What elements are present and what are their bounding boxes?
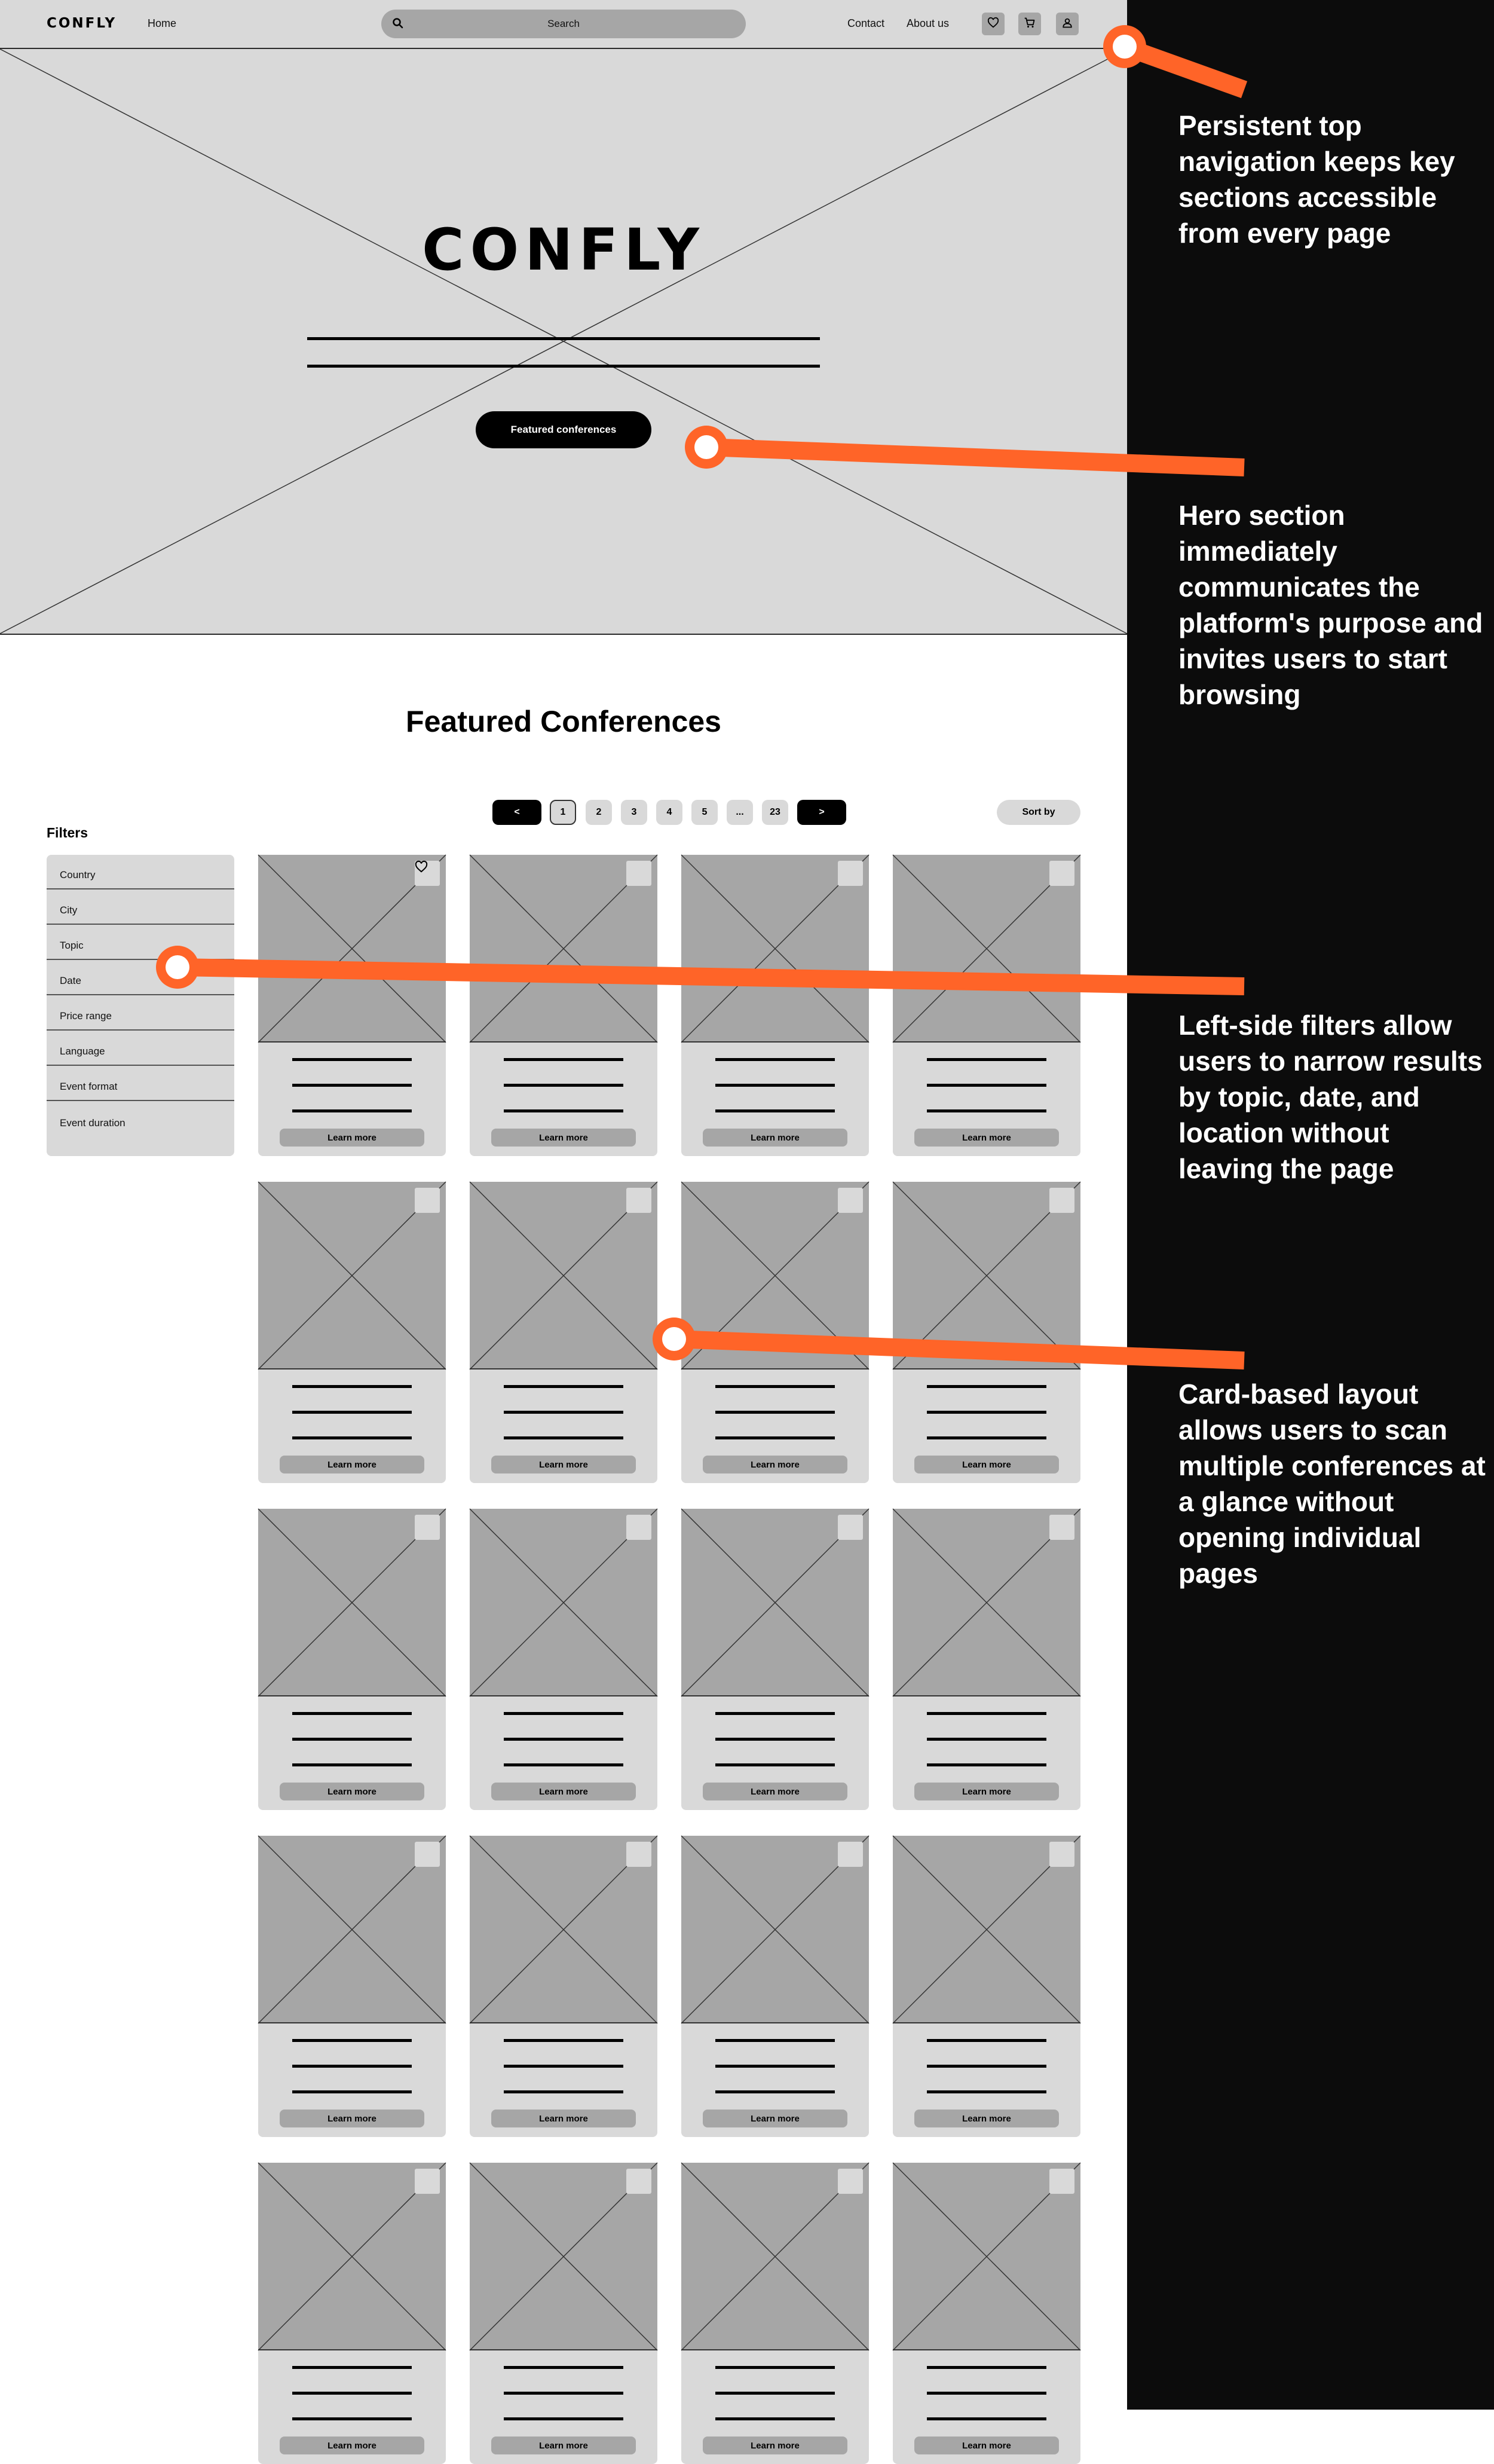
card-image-placeholder xyxy=(258,1509,446,1696)
card-text-line xyxy=(927,2090,1046,2093)
favorite-button[interactable] xyxy=(838,1515,863,1540)
conference-card[interactable] xyxy=(470,1836,657,2137)
top-navigation xyxy=(0,0,1127,49)
cart-icon xyxy=(1024,17,1036,32)
filter-event-duration[interactable]: Event duration xyxy=(60,1117,125,1129)
card-text-line xyxy=(715,1084,835,1087)
card-image-placeholder xyxy=(470,2163,657,2350)
favorite-button[interactable] xyxy=(838,861,863,886)
pagination-page[interactable]: 5 xyxy=(691,800,718,825)
favorite-button[interactable] xyxy=(626,1515,651,1540)
card-image-placeholder xyxy=(470,855,657,1043)
pagination-page[interactable]: 2 xyxy=(586,800,612,825)
filter-topic[interactable]: Topic xyxy=(47,925,234,960)
card-text-line xyxy=(292,1436,412,1439)
card-text-line xyxy=(927,1084,1046,1087)
card-image-placeholder xyxy=(893,2163,1080,2350)
search-input[interactable] xyxy=(381,10,746,38)
learn-more-button[interactable]: Learn more xyxy=(491,1783,636,1800)
card-image-placeholder xyxy=(893,855,1080,1043)
hero-section xyxy=(0,49,1127,635)
card-text-line xyxy=(504,2090,623,2093)
card-text-line xyxy=(715,2392,835,2395)
card-text-line xyxy=(927,2392,1046,2395)
card-text-line xyxy=(504,1712,623,1715)
conference-card[interactable] xyxy=(681,855,869,1156)
favorite-button[interactable] xyxy=(626,1842,651,1867)
conference-card[interactable] xyxy=(681,1509,869,1810)
learn-more-button[interactable]: Learn more xyxy=(491,1129,636,1147)
filter-event-format[interactable]: Event format xyxy=(47,1066,234,1101)
filter-language[interactable]: Language xyxy=(47,1031,234,1066)
conference-card[interactable] xyxy=(470,1182,657,1483)
hero-image-placeholder xyxy=(0,49,1127,634)
card-text-line xyxy=(927,1738,1046,1741)
card-image-placeholder xyxy=(258,2163,446,2350)
nav-about-link[interactable]: About us xyxy=(907,17,950,29)
card-image-placeholder xyxy=(470,1509,657,1696)
card-text-line xyxy=(927,1712,1046,1715)
favorite-button[interactable] xyxy=(1049,1515,1074,1540)
search-placeholder: Search xyxy=(547,18,580,29)
pagination-next-button[interactable]: > xyxy=(797,800,846,825)
card-text-line xyxy=(292,1712,412,1715)
favorite-button[interactable] xyxy=(1049,1188,1074,1213)
card-image-placeholder xyxy=(893,1509,1080,1696)
hero-text-line xyxy=(307,365,820,368)
card-text-line xyxy=(292,2366,412,2369)
card-text-line xyxy=(715,1058,835,1061)
card-image-placeholder xyxy=(681,2163,869,2350)
card-text-line xyxy=(292,2065,412,2068)
card-text-line xyxy=(927,1109,1046,1112)
hero-logo: CONFLY xyxy=(422,216,705,283)
favorite-button[interactable] xyxy=(626,1188,651,1213)
card-text-line xyxy=(504,1084,623,1087)
conference-card[interactable] xyxy=(258,855,446,1156)
card-text-line xyxy=(292,2392,412,2395)
conference-card[interactable] xyxy=(258,2163,446,2464)
card-text-line xyxy=(292,2417,412,2420)
card-image-placeholder xyxy=(470,1182,657,1369)
card-text-line xyxy=(927,2366,1046,2369)
learn-more-button[interactable]: Learn more xyxy=(280,2437,424,2454)
card-text-line xyxy=(715,2065,835,2068)
conference-card[interactable] xyxy=(893,855,1080,1156)
card-text-line xyxy=(927,1436,1046,1439)
card-text-line xyxy=(504,1058,623,1061)
conference-card[interactable] xyxy=(681,2163,869,2464)
card-image-placeholder xyxy=(893,1182,1080,1369)
sort-by-button[interactable]: Sort by xyxy=(997,800,1080,825)
conference-card[interactable] xyxy=(893,1509,1080,1810)
card-text-line xyxy=(715,2039,835,2042)
filter-date[interactable]: Date xyxy=(47,961,234,995)
learn-more-button[interactable]: Learn more xyxy=(914,2110,1059,2127)
card-text-line xyxy=(927,1411,1046,1414)
card-text-line xyxy=(504,2392,623,2395)
conference-card[interactable] xyxy=(258,1182,446,1483)
card-text-line xyxy=(292,1058,412,1061)
learn-more-button[interactable]: Learn more xyxy=(914,1129,1059,1147)
nav-home-link[interactable]: Home xyxy=(148,17,177,29)
section-title: Featured Conferences xyxy=(406,705,721,738)
learn-more-button[interactable]: Learn more xyxy=(491,1456,636,1473)
learn-more-button[interactable]: Learn more xyxy=(280,2110,424,2127)
favorite-button[interactable] xyxy=(838,1188,863,1213)
conference-card[interactable] xyxy=(470,855,657,1156)
favorite-button[interactable] xyxy=(626,861,651,886)
card-text-line xyxy=(927,2039,1046,2042)
favorite-button[interactable] xyxy=(1049,2169,1074,2194)
card-text-line xyxy=(715,1411,835,1414)
card-text-line xyxy=(292,1109,412,1112)
favorite-button[interactable] xyxy=(415,1842,440,1867)
pagination-page[interactable]: 4 xyxy=(656,800,682,825)
user-icon xyxy=(1062,17,1073,31)
conference-card[interactable] xyxy=(258,1509,446,1810)
card-image-placeholder xyxy=(893,1836,1080,2023)
annotation-filters: Left-side filters allow users to narrow results by topic, date, and location without leaving the page xyxy=(1178,1010,1483,1184)
learn-more-button[interactable]: Learn more xyxy=(914,2437,1059,2454)
card-text-line xyxy=(715,1763,835,1766)
wishlist-button[interactable] xyxy=(982,13,1005,35)
learn-more-button[interactable]: Learn more xyxy=(703,1456,847,1473)
card-text-line xyxy=(927,2417,1046,2420)
favorite-button[interactable] xyxy=(415,861,440,886)
conference-card[interactable] xyxy=(893,2163,1080,2464)
learn-more-button[interactable]: Learn more xyxy=(280,1456,424,1473)
annotation-cards: Card-based layout allows users to scan multiple conferences at a glance without opening individual pages xyxy=(1178,1378,1486,1589)
favorite-button[interactable] xyxy=(626,2169,651,2194)
annotation-hero: Hero section immediately communicates the platform's purpose and invites users to start browsing xyxy=(1178,500,1483,710)
card-text-line xyxy=(504,1411,623,1414)
pagination-page[interactable]: 1 xyxy=(550,800,576,825)
card-text-line xyxy=(715,1436,835,1439)
card-text-line xyxy=(715,1109,835,1112)
learn-more-button[interactable]: Learn more xyxy=(280,1129,424,1147)
header-logo[interactable]: CONFLY xyxy=(47,16,117,31)
card-image-placeholder xyxy=(470,1836,657,2023)
pagination-page[interactable]: 23 xyxy=(762,800,788,825)
card-text-line xyxy=(504,1385,623,1388)
card-text-line xyxy=(504,1738,623,1741)
favorite-button[interactable] xyxy=(838,1842,863,1867)
card-text-line xyxy=(292,1763,412,1766)
card-text-line xyxy=(504,1436,623,1439)
conference-card[interactable] xyxy=(470,2163,657,2464)
card-text-line xyxy=(292,2090,412,2093)
card-text-line xyxy=(292,2039,412,2042)
card-image-placeholder xyxy=(258,1836,446,2023)
featured-conferences-button[interactable]: Featured conferences xyxy=(476,411,651,448)
heart-icon xyxy=(987,17,999,31)
filters-panel xyxy=(47,855,234,1156)
learn-more-button[interactable]: Learn more xyxy=(703,2110,847,2127)
favorite-button[interactable] xyxy=(415,2169,440,2194)
favorite-button[interactable] xyxy=(1049,1842,1074,1867)
favorite-button[interactable] xyxy=(1049,861,1074,886)
filter-city[interactable]: City xyxy=(47,890,234,925)
learn-more-button[interactable]: Learn more xyxy=(703,1783,847,1800)
favorite-button[interactable] xyxy=(415,1515,440,1540)
conference-card[interactable] xyxy=(258,1836,446,2137)
favorite-button[interactable] xyxy=(838,2169,863,2194)
learn-more-button[interactable]: Learn more xyxy=(280,1783,424,1800)
conference-card[interactable] xyxy=(470,1509,657,1810)
card-text-line xyxy=(504,1109,623,1112)
hero-text-line xyxy=(307,337,820,340)
filter-price-range[interactable]: Price range xyxy=(47,996,234,1031)
annotation-sidebar xyxy=(1127,0,1494,2410)
learn-more-button[interactable]: Learn more xyxy=(914,1456,1059,1473)
learn-more-button[interactable]: Learn more xyxy=(491,2437,636,2454)
filters-title: Filters xyxy=(47,825,88,840)
account-button[interactable] xyxy=(1056,13,1079,35)
pagination-prev-button[interactable]: < xyxy=(492,800,541,825)
learn-more-button[interactable]: Learn more xyxy=(703,1129,847,1147)
cart-button[interactable] xyxy=(1018,13,1041,35)
card-text-line xyxy=(292,1385,412,1388)
card-text-line xyxy=(927,1058,1046,1061)
card-text-line xyxy=(927,1763,1046,1766)
card-text-line xyxy=(292,1084,412,1087)
card-text-line xyxy=(927,1385,1046,1388)
learn-more-button[interactable]: Learn more xyxy=(703,2437,847,2454)
card-text-line xyxy=(715,2090,835,2093)
card-text-line xyxy=(927,2065,1046,2068)
card-text-line xyxy=(504,2366,623,2369)
card-image-placeholder xyxy=(681,1182,869,1369)
card-image-placeholder xyxy=(681,855,869,1043)
card-text-line xyxy=(504,2417,623,2420)
conference-card[interactable] xyxy=(893,1836,1080,2137)
learn-more-button[interactable]: Learn more xyxy=(491,2110,636,2127)
pagination-ellipsis: ... xyxy=(727,800,753,825)
learn-more-button[interactable]: Learn more xyxy=(914,1783,1059,1800)
card-image-placeholder xyxy=(681,1509,869,1696)
card-text-line xyxy=(292,1738,412,1741)
conference-card[interactable] xyxy=(893,1182,1080,1483)
annotation-navigation: Persistent top navigation keeps key sections accessible from every page xyxy=(1178,110,1455,249)
card-image-placeholder xyxy=(258,1182,446,1369)
conference-card[interactable] xyxy=(681,1182,869,1483)
card-text-line xyxy=(504,2039,623,2042)
conference-card[interactable] xyxy=(681,1836,869,2137)
pagination-page[interactable]: 3 xyxy=(621,800,647,825)
card-text-line xyxy=(715,2417,835,2420)
card-text-line xyxy=(504,2065,623,2068)
card-text-line xyxy=(292,1411,412,1414)
card-text-line xyxy=(715,1712,835,1715)
card-text-line xyxy=(715,1738,835,1741)
card-image-placeholder xyxy=(258,855,446,1043)
card-text-line xyxy=(715,1385,835,1388)
favorite-button[interactable] xyxy=(415,1188,440,1213)
nav-contact-link[interactable]: Contact xyxy=(847,17,885,29)
card-text-line xyxy=(715,2366,835,2369)
card-text-line xyxy=(504,1763,623,1766)
card-image-placeholder xyxy=(681,1836,869,2023)
filter-country[interactable]: Country xyxy=(47,855,234,889)
